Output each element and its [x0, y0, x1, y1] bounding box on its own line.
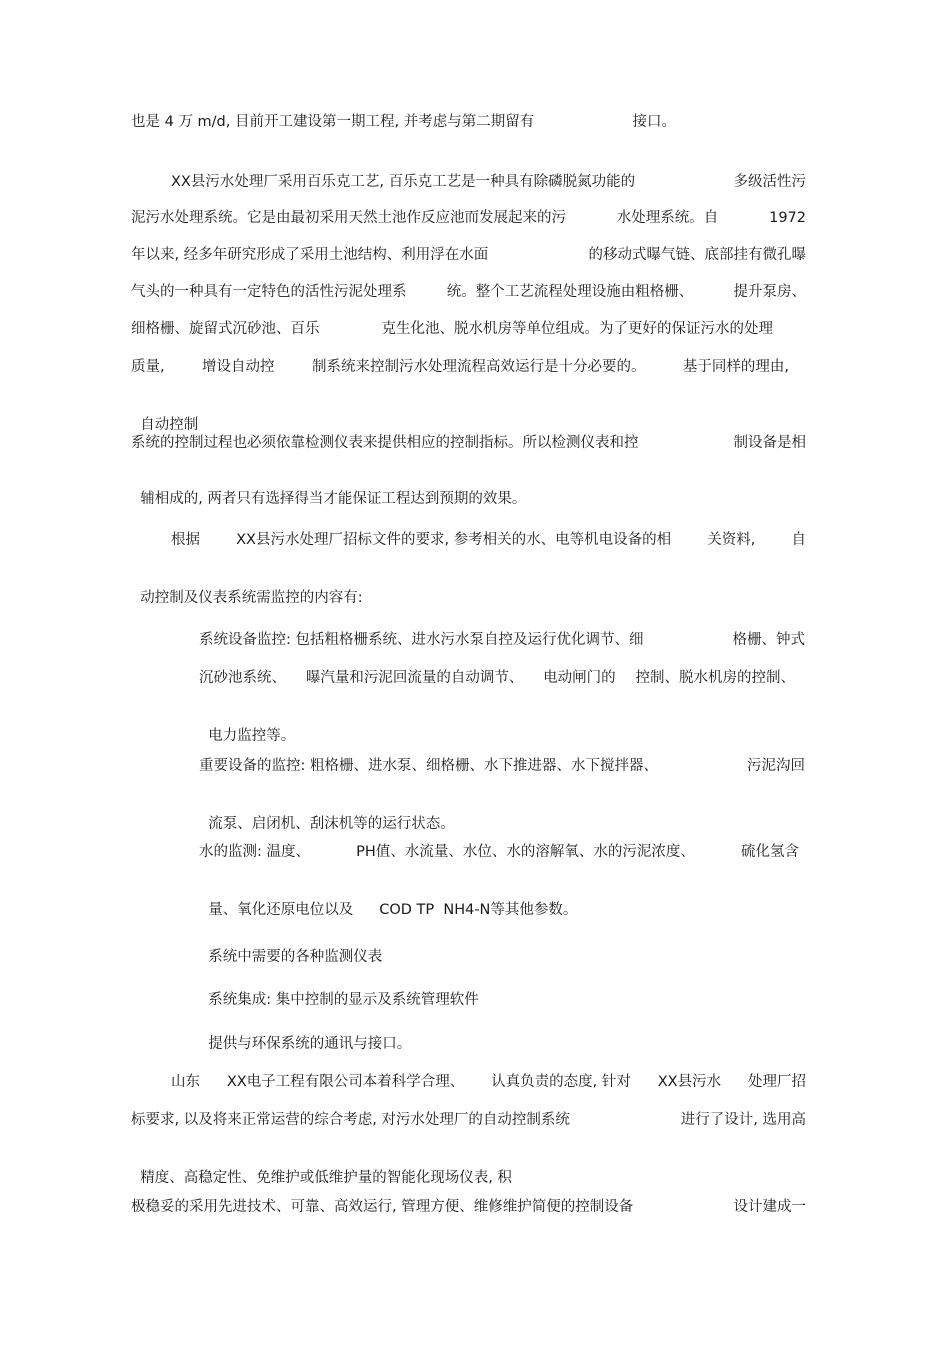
text-segment: 沉砂池系统、 [199, 670, 286, 686]
text-line [171, 1072, 806, 1092]
text-segment: 提供与环保系统的通讯与接口。 [208, 1036, 412, 1052]
text-segment: 系统的控制过程也必须依靠检测仪表来提供相应的控制指标。所以检测仪表和控 [131, 435, 639, 451]
text-segment: 硫化氢含 [741, 844, 799, 860]
text-segment: 流泵、启闭机、刮沫机等的运行状态。 [208, 816, 455, 832]
text-line [131, 568, 806, 608]
text-segment: 山东 [171, 1074, 200, 1090]
list-item [199, 706, 295, 746]
text-segment: 重要设备的监控: 粗格栅、进水泵、细格栅、水下推进器、水下搅拌器、 [199, 758, 658, 774]
text-segment: 动控制及仪表系统需监控的内容有: [140, 590, 363, 606]
text-segment: 多级活性污 [733, 174, 806, 190]
text-line [131, 112, 806, 132]
text-segment: 系统设备监控: 包括粗格栅系统、进水污水泵自控及运行优化调节、细 [199, 632, 644, 648]
text-line [131, 469, 806, 509]
text-segment: 控制、脱水机房的控制、 [635, 670, 795, 686]
text-segment: 自 [791, 532, 806, 548]
text-line [131, 395, 806, 435]
text-line [131, 282, 806, 302]
text-line [131, 433, 806, 453]
text-segment: 统。整个工艺流程处理设施由粗格栅、 [446, 284, 694, 300]
text-segment: 设计建成一 [733, 1199, 806, 1215]
list-item [199, 1014, 411, 1054]
list-item [199, 668, 795, 688]
text-segment: 提升泵房、 [733, 284, 806, 300]
text-segment: 细格栅、旋留式沉砂池、百乐 [131, 321, 320, 337]
list-item [199, 756, 805, 776]
text-segment: XX县污水处理厂采用百乐克工艺, 百乐克工艺是一种具有除磷脱氮功能的 [171, 174, 636, 190]
text-line [171, 172, 806, 192]
text-segment: 质量, [131, 359, 165, 375]
text-segment: 精度、高稳定性、免维护或低维护量的智能化现场仪表, 积 [140, 1170, 512, 1186]
text-segment: 系统中需要的各种监测仪表 [208, 949, 383, 965]
text-line [131, 1148, 806, 1188]
text-segment: 认真负责的态度, 针对 [491, 1074, 631, 1090]
text-segment: 自动控制 [140, 417, 199, 433]
text-segment: 关资料, [707, 532, 756, 548]
text-segment: 增设自动控 [202, 359, 275, 375]
text-line [131, 357, 789, 377]
list-item [199, 794, 455, 834]
text-segment: 根据 [171, 532, 200, 548]
text-line [131, 319, 773, 339]
list-item [199, 880, 577, 920]
text-segment: 辅相成的, 两者只有选择得当才能保证工程达到预期的效果。 [140, 491, 527, 507]
text-line [131, 1110, 806, 1130]
text-segment: 曝汽量和污泥回流量的自动调节、 [305, 670, 524, 686]
list-item [199, 927, 382, 967]
text-segment: XX县污水处理厂招标文件的要求, 参考相关的水、电等机电设备的相 [236, 532, 672, 548]
text-segment: 极稳妥的采用先进技术、可靠、高效运行, 管理方便、维修维护简便的控制设备 [131, 1199, 634, 1215]
text-segment: 接口。 [632, 114, 676, 130]
text-line [131, 245, 806, 265]
list-item [199, 630, 805, 650]
text-segment: COD TP NH4-N等其他参数。 [379, 902, 578, 918]
text-segment: 标要求, 以及将来正常运营的综合考虑, 对污水处理厂的自动控制系统 [131, 1112, 570, 1128]
text-segment: 的移动式曝气链、底部挂有微孔曝 [588, 247, 806, 263]
list-item [199, 970, 479, 1010]
text-segment: XX电子工程有限公司本着科学合理、 [226, 1074, 465, 1090]
text-segment: 制设备是相 [733, 435, 806, 451]
text-segment: 泥污水处理系统。它是由最初采用天然土池作反应池而发展起来的污 [131, 210, 566, 226]
text-segment: 也是 4 万 m/d, 目前开工建设第一期工程, 并考虑与第二期留有 [131, 114, 535, 130]
text-segment: PH值、水流量、水位、水的溶解氧、水的污泥浓度、 [356, 844, 695, 860]
list-item [199, 842, 799, 862]
text-line [131, 1197, 806, 1217]
text-segment: 电动闸门的 [543, 670, 616, 686]
text-segment: 水的监测: 温度、 [199, 844, 310, 860]
text-segment: 基于同样的理由, [682, 359, 789, 375]
text-segment: 年以来, 经多年研究形成了采用土池结构、利用浮在水面 [131, 247, 489, 263]
text-line [171, 530, 806, 550]
text-segment: 量、氧化还原电位以及 [208, 902, 354, 918]
text-segment: 处理厂招 [747, 1074, 806, 1090]
text-segment: 克生化池、脱水机房等单位组成。为了更好的保证污水的处理 [381, 321, 773, 337]
text-segment: 气头的一种具有一定特色的活性污泥处理系 [131, 284, 407, 300]
text-segment: 污泥沟回 [747, 758, 805, 774]
text-segment: 进行了设计, 选用高 [680, 1112, 806, 1128]
text-segment: XX县污水 [657, 1074, 722, 1090]
text-segment: 1972 [769, 210, 806, 226]
text-segment: 系统集成: 集中控制的显示及系统管理软件 [208, 992, 479, 1008]
text-segment: 格栅、钟式 [732, 632, 805, 648]
text-segment: 水处理系统。自 [616, 210, 719, 226]
text-segment: 制系统来控制污水处理流程高效运行是十分必要的。 [311, 359, 646, 375]
text-line [131, 208, 806, 228]
text-segment: 电力监控等。 [208, 728, 296, 744]
